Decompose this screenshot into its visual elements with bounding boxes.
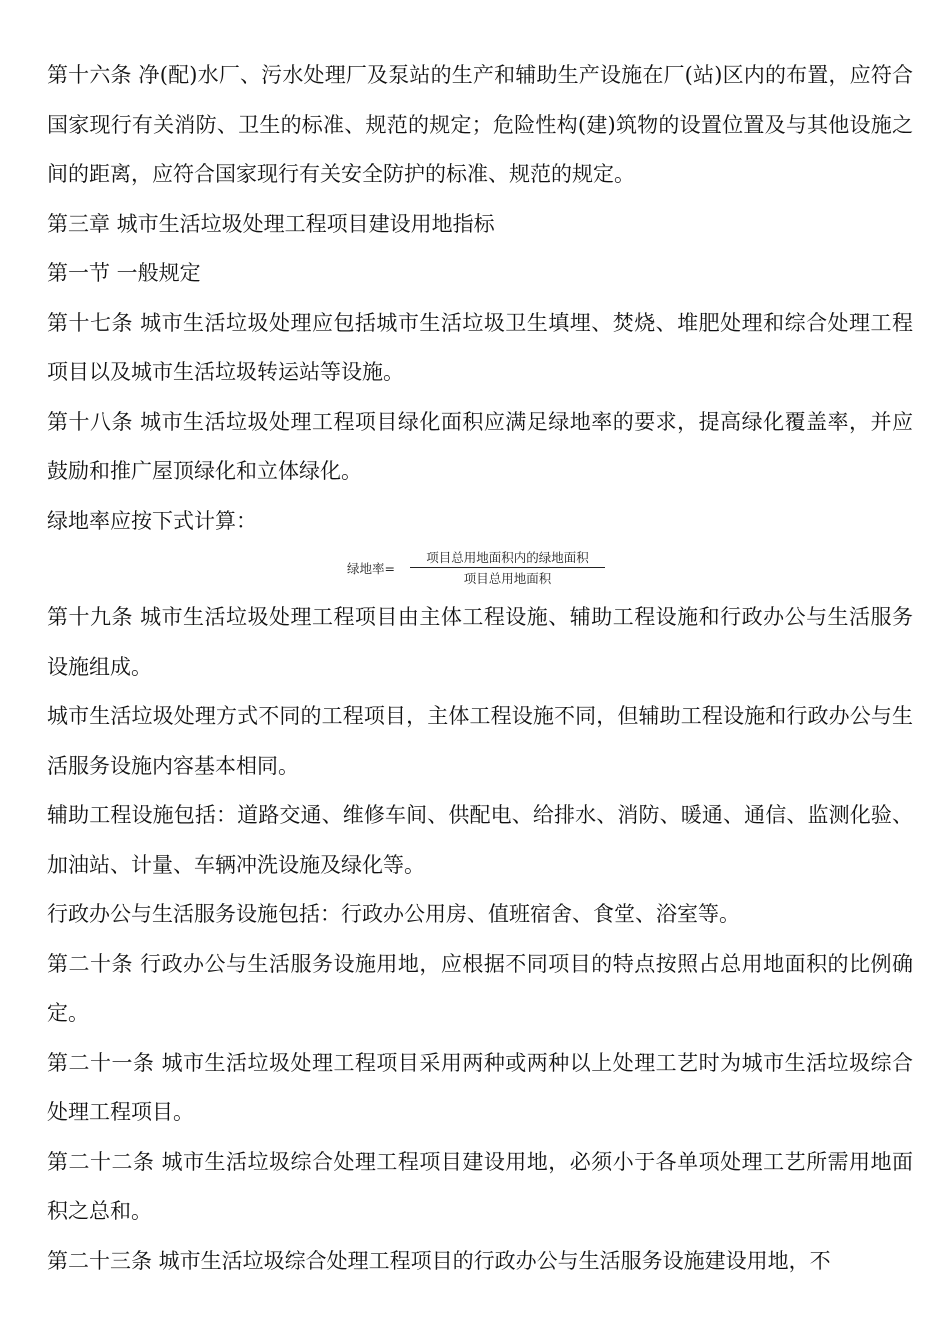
- formula-denominator: 项目总用地面积: [463, 571, 552, 586]
- paragraph-auxiliary-facilities: 辅助工程设施包括：道路交通、维修车间、供配电、给排水、消防、暖通、通信、监测化验、加油站、计量、车辆冲洗设施及绿化等。: [47, 803, 913, 877]
- formula-lhs: 绿地率=: [347, 561, 395, 576]
- formula-numerator: 项目总用地面积内的绿地面积: [426, 550, 589, 565]
- document-page: [47, 51, 913, 1286]
- article-17: 第十七条 城市生活垃圾处理应包括城市生活垃圾卫生填埋、焚烧、堆肥处理和综合处理工程项目以及城市生活垃圾转运站等设施。: [47, 310, 913, 384]
- article-20: 第二十条 行政办公与生活服务设施用地，应根据不同项目的特点按照占总用地面积的比例确定。: [47, 951, 913, 1025]
- chapter-3-heading: 第三章 城市生活垃圾处理工程项目建设用地指标: [47, 211, 495, 236]
- article-16: 第十六条 净(配)水厂、污水处理厂及泵站的生产和辅助生产设施在厂(站)区内的布置，应符合国家现行有关消防、卫生的标准、规范的规定；危险性构(建)筑物的设置位置及与其他设施之间的距离，应符合国家现行有关安全防护的标准、规范的规定。: [47, 63, 913, 186]
- article-22: 第二十二条 城市生活垃圾综合处理工程项目建设用地，必须小于各单项处理工艺所需用地面积之总和。: [47, 1149, 913, 1223]
- formula-intro: 绿地率应按下式计算：: [47, 508, 257, 533]
- fraction-bar: [410, 567, 605, 568]
- paragraph-processing-methods: 城市生活垃圾处理方式不同的工程项目，主体工程设施不同，但辅助工程设施和行政办公与生活服务设施内容基本相同。: [47, 704, 913, 778]
- section-1-heading: 第一节 一般规定: [47, 261, 201, 285]
- formula-fraction: [410, 549, 605, 587]
- article-18: 第十八条 城市生活垃圾处理工程项目绿化面积应满足绿地率的要求，提高绿化覆盖率，并应鼓励和推广屋顶绿化和立体绿化。: [47, 409, 913, 483]
- article-19: 第十九条 城市生活垃圾处理工程项目由主体工程设施、辅助工程设施和行政办公与生活服务设施组成。: [47, 605, 913, 679]
- paragraph-admin-facilities: 行政办公与生活服务设施包括：行政办公用房、值班宿舍、食堂、浴室等。: [47, 902, 740, 926]
- article-23: 第二十三条 城市生活垃圾综合处理工程项目的行政办公与生活服务设施建设用地，不: [47, 1248, 831, 1273]
- green-ratio-formula: [47, 549, 913, 591]
- article-21: 第二十一条 城市生活垃圾处理工程项目采用两种或两种以上处理工艺时为城市生活垃圾综合处理工程项目。: [47, 1050, 913, 1124]
